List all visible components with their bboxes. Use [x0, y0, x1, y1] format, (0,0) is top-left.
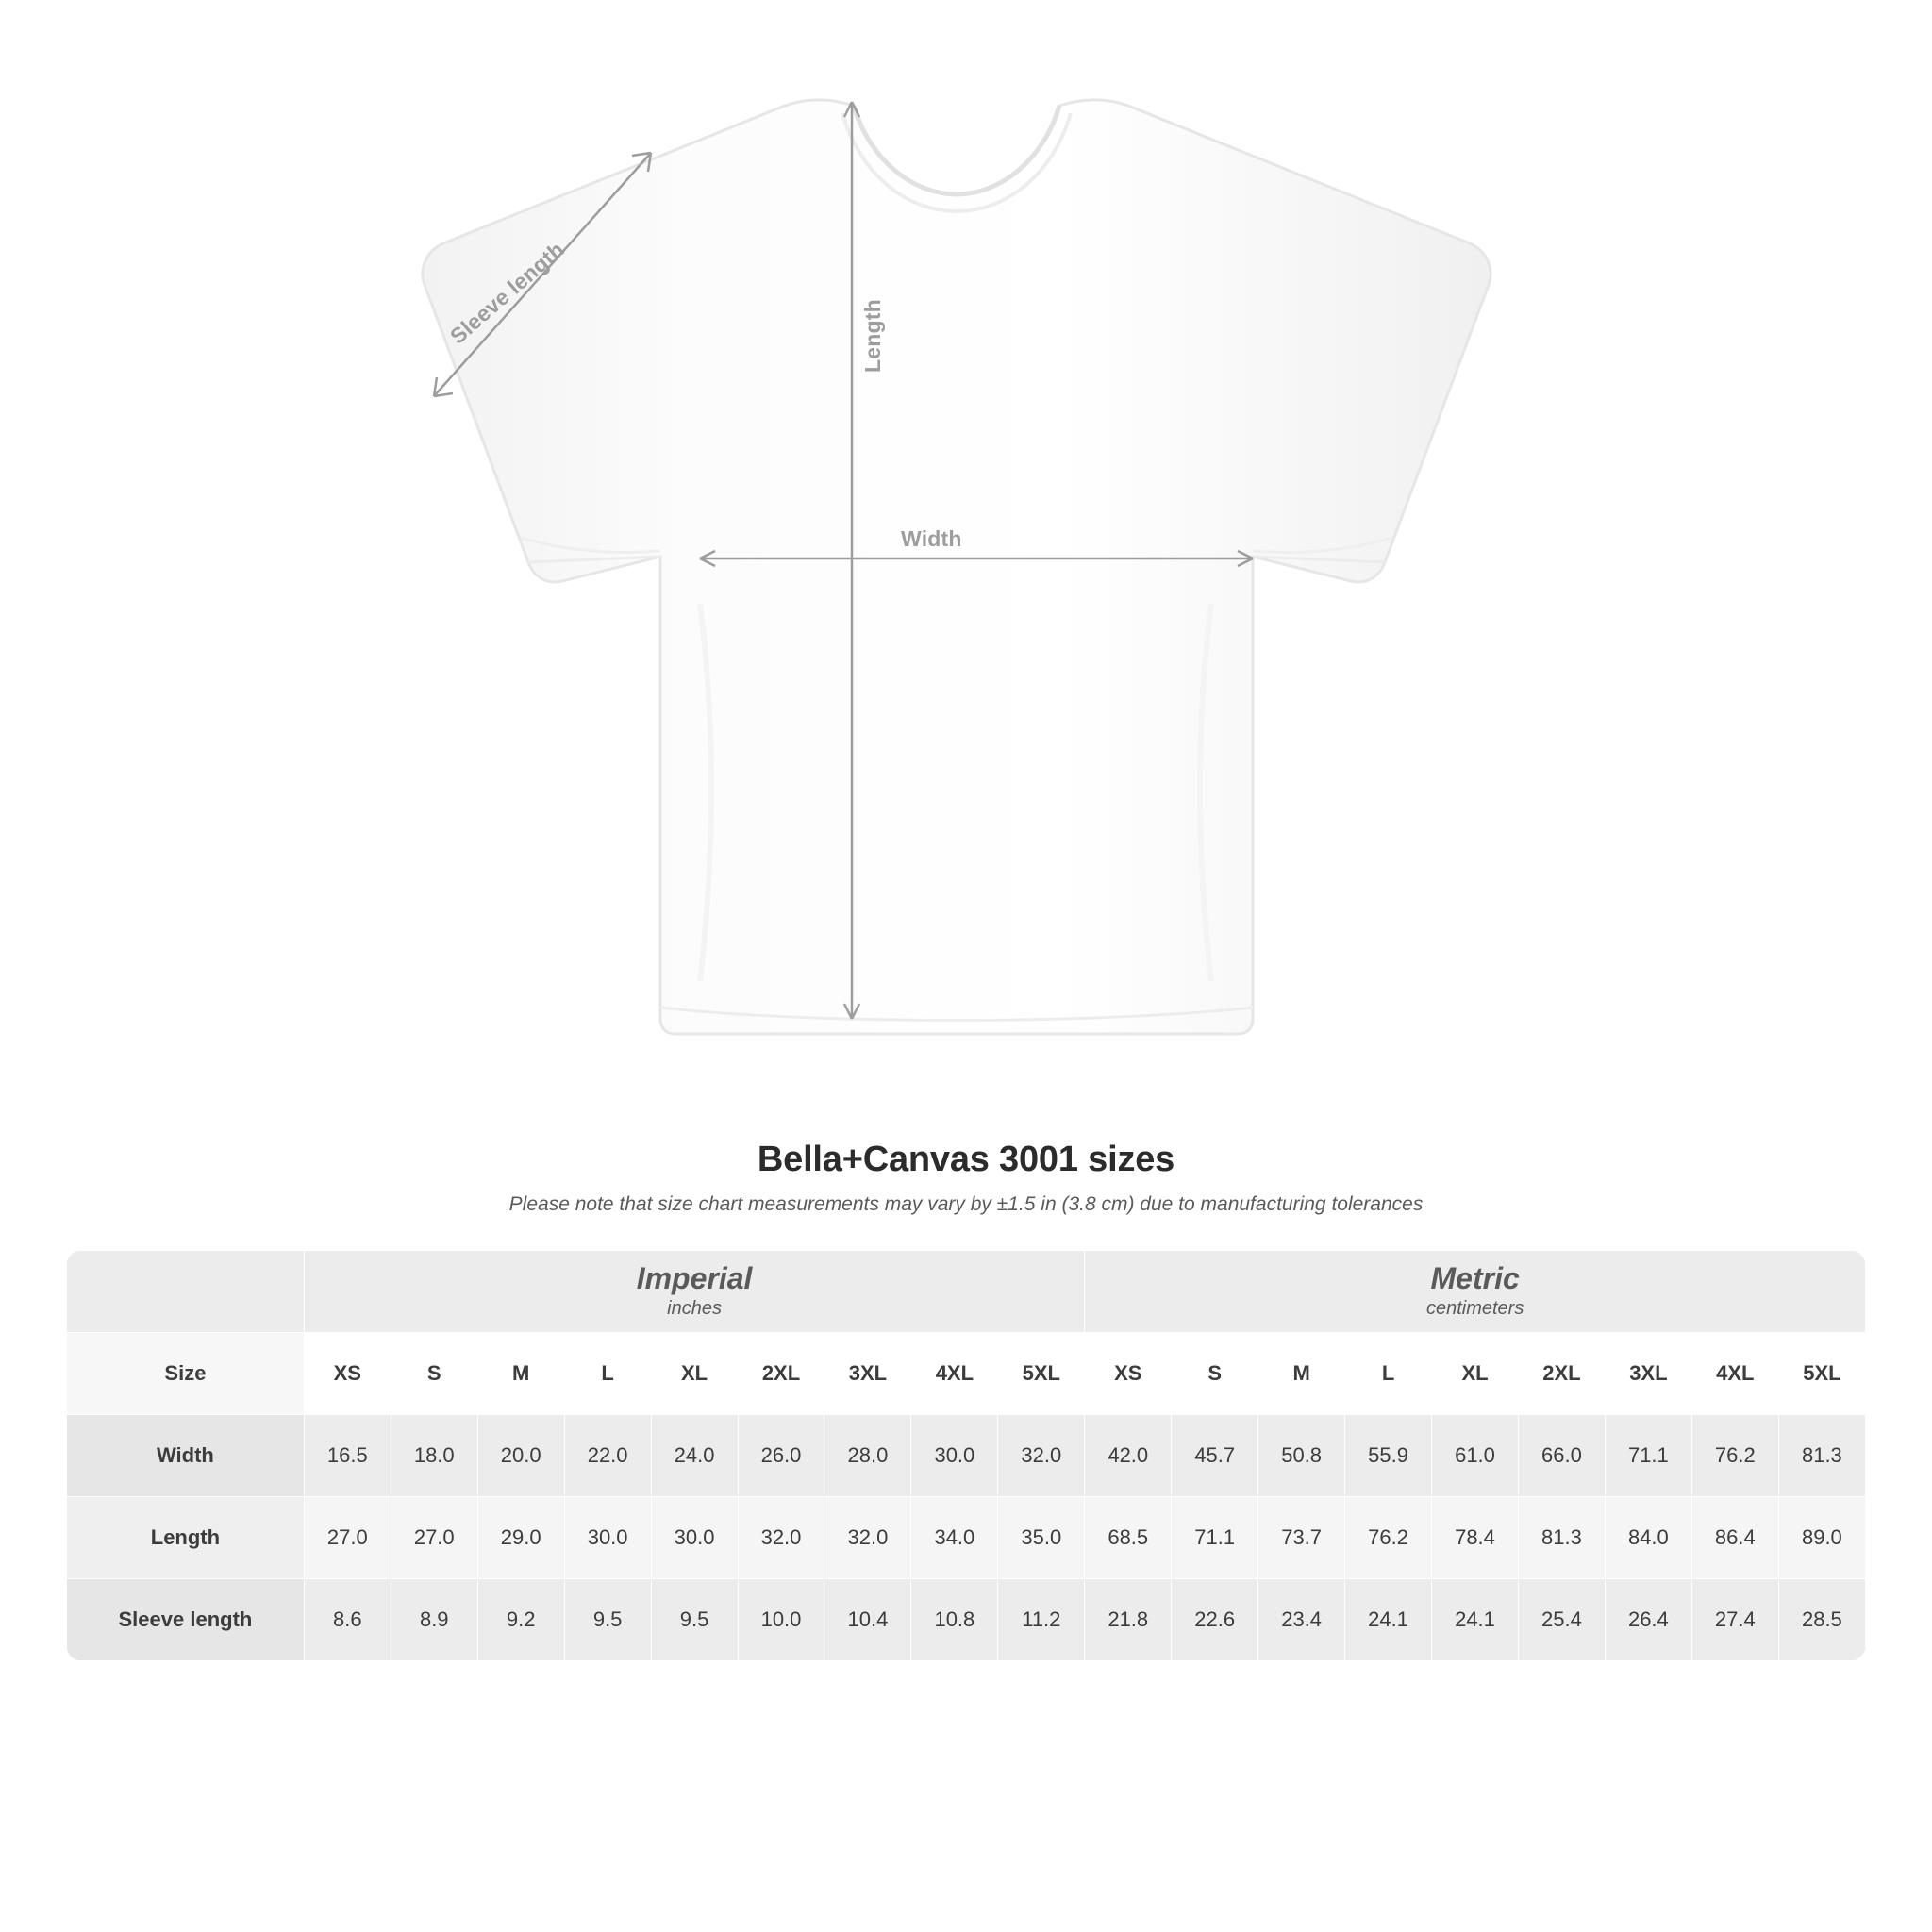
- measurement-cell: 27.0: [304, 1497, 391, 1579]
- length-dimension-label: Length: [860, 299, 885, 373]
- measurement-cell: 27.4: [1691, 1579, 1778, 1661]
- measurement-cell: 61.0: [1432, 1415, 1519, 1497]
- size-row-label: Size: [67, 1333, 305, 1415]
- measurement-cell: 10.8: [911, 1579, 998, 1661]
- measurement-cell: 24.1: [1345, 1579, 1432, 1661]
- measurement-cell: 42.0: [1085, 1415, 1172, 1497]
- size-header-cell: XL: [1432, 1333, 1519, 1415]
- table-corner-cell: [67, 1251, 305, 1333]
- measurement-cell: 55.9: [1345, 1415, 1432, 1497]
- size-header-cell: 2XL: [1518, 1333, 1605, 1415]
- measurement-cell: 29.0: [477, 1497, 564, 1579]
- measurement-cell: 16.5: [304, 1415, 391, 1497]
- measurement-cell: 8.6: [304, 1579, 391, 1661]
- size-table: [66, 1250, 1866, 1661]
- measurement-cell: 78.4: [1432, 1497, 1519, 1579]
- size-table-container: [66, 1250, 1866, 1661]
- measurement-cell: 11.2: [998, 1579, 1085, 1661]
- width-dimension-label: Width: [901, 526, 962, 551]
- measurement-cell: 71.1: [1605, 1415, 1691, 1497]
- table-row: [67, 1579, 1866, 1661]
- measurement-cell: 9.5: [651, 1579, 738, 1661]
- measurement-cell: 30.0: [651, 1497, 738, 1579]
- tshirt-shape: [423, 100, 1491, 1034]
- measurement-cell: 66.0: [1518, 1415, 1605, 1497]
- measurement-cell: 73.7: [1258, 1497, 1345, 1579]
- measurement-cell: 9.5: [564, 1579, 651, 1661]
- measurement-cell: 28.0: [824, 1415, 911, 1497]
- measurement-cell: 18.0: [391, 1415, 477, 1497]
- size-header-cell: 4XL: [911, 1333, 998, 1415]
- measurement-cell: 34.0: [911, 1497, 998, 1579]
- size-header-cell: 3XL: [1605, 1333, 1691, 1415]
- table-row: [67, 1497, 1866, 1579]
- measurement-cell: 10.4: [824, 1579, 911, 1661]
- measurement-cell: 50.8: [1258, 1415, 1345, 1497]
- measurement-cell: 71.1: [1172, 1497, 1258, 1579]
- size-header-cell: 3XL: [824, 1333, 911, 1415]
- measurement-cell: 10.0: [738, 1579, 824, 1661]
- measurement-cell: 45.7: [1172, 1415, 1258, 1497]
- measurement-cell: 30.0: [911, 1415, 998, 1497]
- size-header-cell: M: [1258, 1333, 1345, 1415]
- measurement-cell: 35.0: [998, 1497, 1085, 1579]
- size-header-cell: 5XL: [998, 1333, 1085, 1415]
- size-header-cell: 5XL: [1778, 1333, 1865, 1415]
- measurement-cell: 84.0: [1605, 1497, 1691, 1579]
- size-header-cell: 2XL: [738, 1333, 824, 1415]
- size-header-row: [67, 1333, 1866, 1415]
- title-block: [0, 1140, 1932, 1216]
- measurement-cell: 76.2: [1345, 1497, 1432, 1579]
- measurement-cell: 32.0: [824, 1497, 911, 1579]
- measurement-cell: 22.6: [1172, 1579, 1258, 1661]
- measurement-cell: 25.4: [1518, 1579, 1605, 1661]
- measurement-cell: 28.5: [1778, 1579, 1865, 1661]
- measurement-cell: 22.0: [564, 1415, 651, 1497]
- measurement-cell: 32.0: [998, 1415, 1085, 1497]
- measurement-cell: 24.1: [1432, 1579, 1519, 1661]
- size-header-cell: S: [1172, 1333, 1258, 1415]
- measurement-row-label: Width: [67, 1415, 305, 1497]
- measurement-cell: 21.8: [1085, 1579, 1172, 1661]
- size-header-cell: S: [391, 1333, 477, 1415]
- measurement-cell: 30.0: [564, 1497, 651, 1579]
- measurement-cell: 24.0: [651, 1415, 738, 1497]
- measurement-cell: 81.3: [1518, 1497, 1605, 1579]
- size-header-cell: L: [564, 1333, 651, 1415]
- measurement-cell: 76.2: [1691, 1415, 1778, 1497]
- unit-system-imperial: [304, 1251, 1084, 1333]
- tolerance-note: Please note that size chart measurements may vary by ±1.5 in (3.8 cm) due to manufacturing tolerances: [508, 1193, 1424, 1215]
- size-header-cell: M: [477, 1333, 564, 1415]
- measurement-cell: 27.0: [391, 1497, 477, 1579]
- unit-system-metric: [1085, 1251, 1866, 1333]
- measurement-cell: 26.0: [738, 1415, 824, 1497]
- measurement-cell: 8.9: [391, 1579, 477, 1661]
- unit-system-imperial-unit: inches: [667, 1298, 722, 1320]
- measurement-cell: 9.2: [477, 1579, 564, 1661]
- measurement-cell: 68.5: [1085, 1497, 1172, 1579]
- size-header-cell: XS: [304, 1333, 391, 1415]
- measurement-cell: 81.3: [1778, 1415, 1865, 1497]
- measurement-cell: 89.0: [1778, 1497, 1865, 1579]
- size-header-cell: L: [1345, 1333, 1432, 1415]
- measurement-row-label: Length: [67, 1497, 305, 1579]
- measurement-cell: 23.4: [1258, 1579, 1345, 1661]
- unit-system-metric-name: Metric: [1430, 1260, 1520, 1295]
- size-header-cell: XL: [651, 1333, 738, 1415]
- page-title: Bella+Canvas 3001 sizes: [757, 1140, 1175, 1179]
- unit-system-row: [67, 1251, 1866, 1333]
- size-header-cell: XS: [1085, 1333, 1172, 1415]
- measurement-cell: 32.0: [738, 1497, 824, 1579]
- measurement-cell: 86.4: [1691, 1497, 1778, 1579]
- measurement-cell: 20.0: [477, 1415, 564, 1497]
- measurement-cell: 26.4: [1605, 1579, 1691, 1661]
- size-header-cell: 4XL: [1691, 1333, 1778, 1415]
- unit-system-imperial-name: Imperial: [636, 1260, 753, 1295]
- sleeve-length-dimension-label: Sleeve length: [445, 237, 569, 349]
- unit-system-metric-unit: centimeters: [1425, 1298, 1524, 1320]
- measurement-row-label: Sleeve length: [67, 1579, 305, 1661]
- table-row: [67, 1415, 1866, 1497]
